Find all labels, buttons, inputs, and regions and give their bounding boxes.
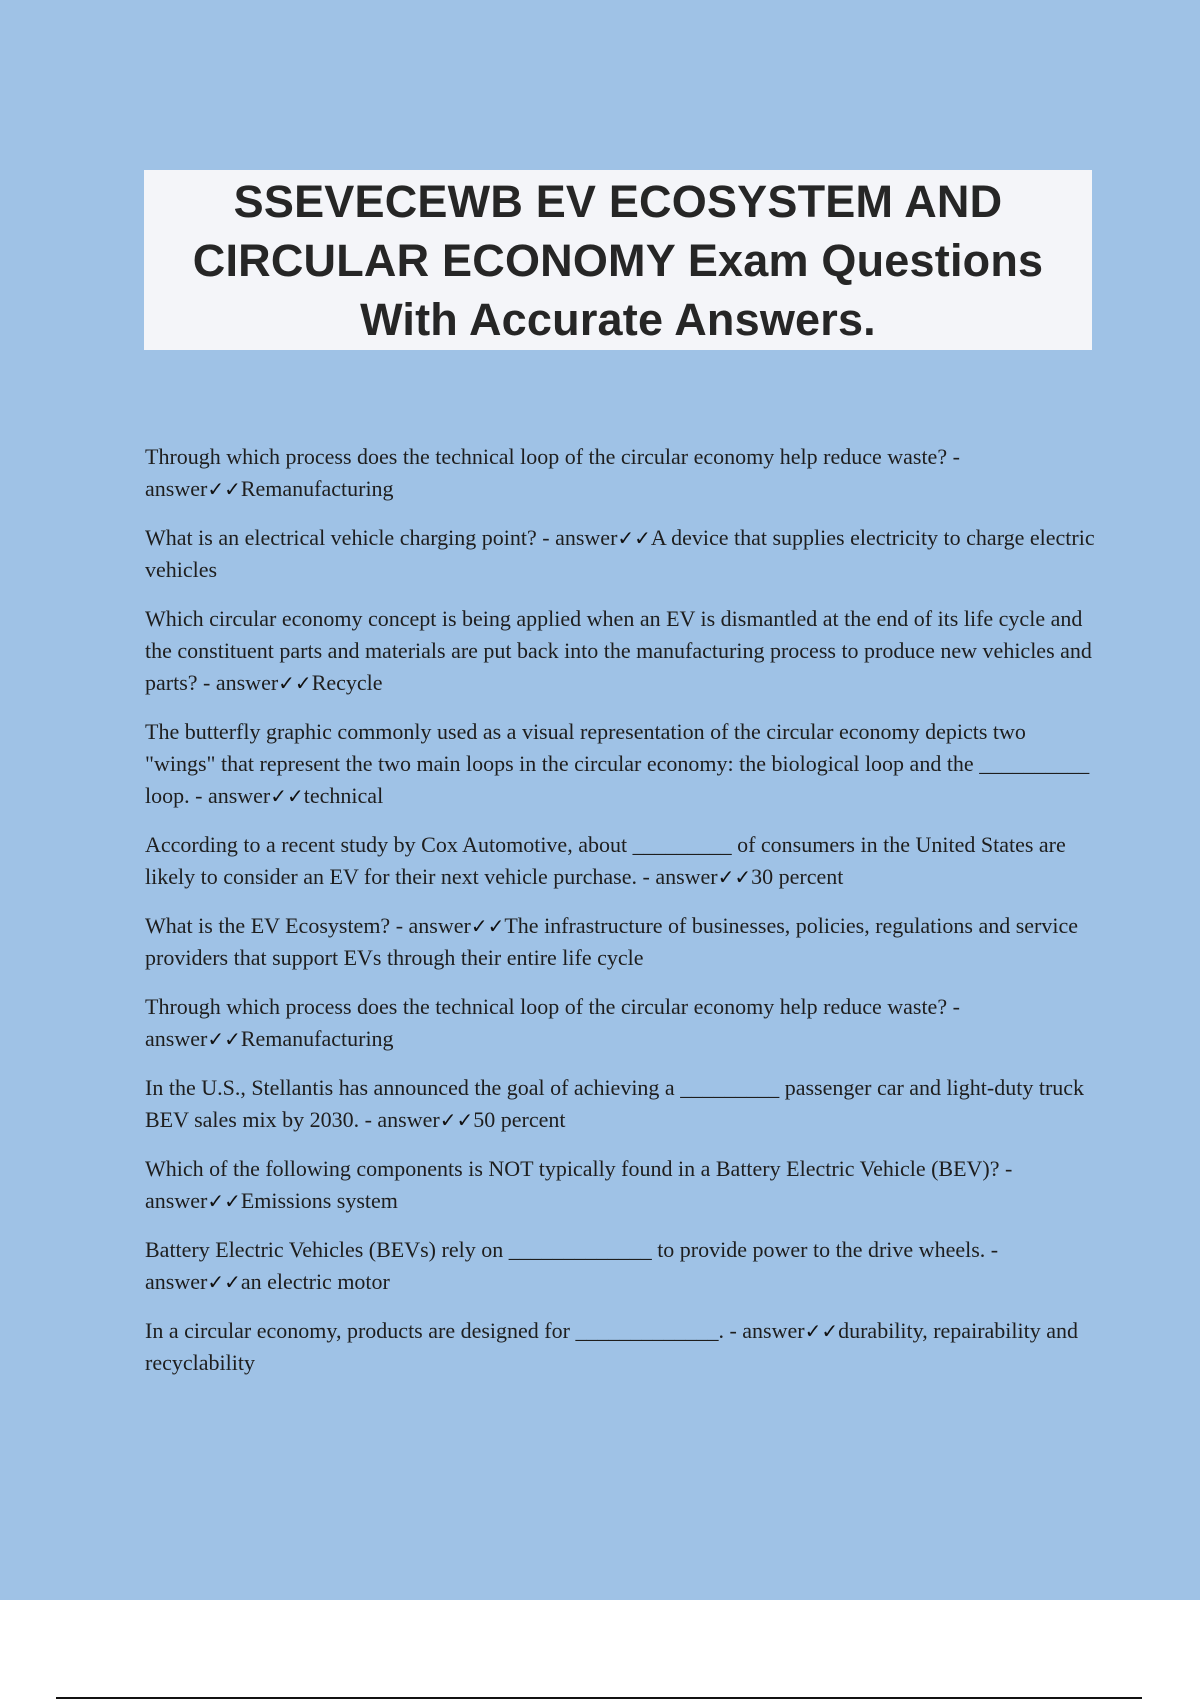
question-text: What is the EV Ecosystem? - xyxy=(145,913,409,938)
qa-item xyxy=(145,441,1095,505)
qa-item xyxy=(145,603,1095,699)
double-check-icon: ✓✓ xyxy=(207,1270,241,1294)
answer-text: an electric motor xyxy=(240,1269,390,1294)
question-text: Battery Electric Vehicles (BEVs) rely on _____________ to provide power to the drive wheels. - xyxy=(145,1237,999,1262)
answer-text: durability, repairability and recyclability xyxy=(145,1318,1078,1375)
answer-label: answer xyxy=(655,864,718,889)
question-text: Which circular economy concept is being applied when an EV is dismantled at the end of its life cycle and the constituent parts and materials are put back into the manufacturing process to produce new vehicles and parts? - xyxy=(145,606,1092,695)
title-banner xyxy=(144,170,1092,350)
answer-text: Remanufacturing xyxy=(240,476,394,501)
double-check-icon: ✓✓ xyxy=(439,1108,474,1132)
question-text: According to a recent study by Cox Automotive, about _________ of consumers in the United States are likely to consider an EV for their next vehicle purchase. - xyxy=(145,832,1066,889)
qa-item xyxy=(145,522,1095,586)
qa-item xyxy=(145,716,1095,812)
double-check-icon: ✓✓ xyxy=(207,1189,241,1213)
qa-item xyxy=(145,1234,1095,1298)
qa-item xyxy=(145,1153,1095,1217)
answer-text: Emissions system xyxy=(240,1188,398,1213)
answer-label: answer xyxy=(215,670,279,695)
answer-label: answer xyxy=(207,783,271,808)
double-check-icon: ✓✓ xyxy=(207,477,241,501)
qa-item xyxy=(145,991,1095,1055)
double-check-icon: ✓✓ xyxy=(278,671,312,695)
question-text: What is an electrical vehicle charging point? - xyxy=(145,525,556,550)
answer-label: answer xyxy=(145,1269,208,1294)
answer-text: A device that supplies electricity to charge electric vehicles xyxy=(145,525,1095,582)
question-text: Through which process does the technical loop of the circular economy help reduce waste? - xyxy=(145,444,960,469)
question-text: In the U.S., Stellantis has announced the goal of achieving a _________ passenger car and light-duty truck BEV sales mix by 2030. - xyxy=(145,1075,1085,1132)
double-check-icon: ✓✓ xyxy=(717,865,752,889)
answer-label: answer xyxy=(555,525,618,550)
answer-label: answer xyxy=(742,1318,805,1343)
answer-label: answer xyxy=(408,913,471,938)
question-text: Through which process does the technical loop of the circular economy help reduce waste? - xyxy=(145,994,960,1019)
answer-label: answer xyxy=(377,1107,440,1132)
double-check-icon: ✓✓ xyxy=(617,526,651,550)
qa-item xyxy=(145,1315,1095,1379)
answer-label: answer xyxy=(145,1026,208,1051)
double-check-icon: ✓✓ xyxy=(470,914,505,938)
question-text: The butterfly graphic commonly used as a visual representation of the circular economy depicts two "wings" that represent the two main loops in the circular economy: the biological loop and the __________ loop. - xyxy=(145,719,1090,808)
qa-item xyxy=(145,910,1095,974)
qa-list xyxy=(145,441,1095,1396)
answer-text: 50 percent xyxy=(473,1107,566,1132)
footer-divider xyxy=(56,1697,1142,1699)
answer-text: The infrastructure of businesses, policies, regulations and service providers that support EVs through their entire life cycle xyxy=(145,913,1079,970)
answer-text: technical xyxy=(303,783,384,808)
answer-label: answer xyxy=(145,1188,208,1213)
answer-text: Remanufacturing xyxy=(240,1026,394,1051)
answer-text: Recycle xyxy=(311,670,383,695)
double-check-icon: ✓✓ xyxy=(804,1319,839,1343)
double-check-icon: ✓✓ xyxy=(270,784,304,808)
answer-label: answer xyxy=(145,476,208,501)
qa-item xyxy=(145,1072,1095,1136)
answer-text: 30 percent xyxy=(751,864,844,889)
qa-item xyxy=(145,829,1095,893)
question-text: Which of the following components is NOT typically found in a Battery Electric Vehicle (BEV)? - xyxy=(145,1156,1013,1181)
question-text: In a circular economy, products are designed for _____________. - xyxy=(145,1318,743,1343)
document-title: SSEVECEWB EV ECOSYSTEM AND CIRCULAR ECONOMY Exam Questions With Accurate Answers. xyxy=(192,175,1044,345)
double-check-icon: ✓✓ xyxy=(207,1027,241,1051)
